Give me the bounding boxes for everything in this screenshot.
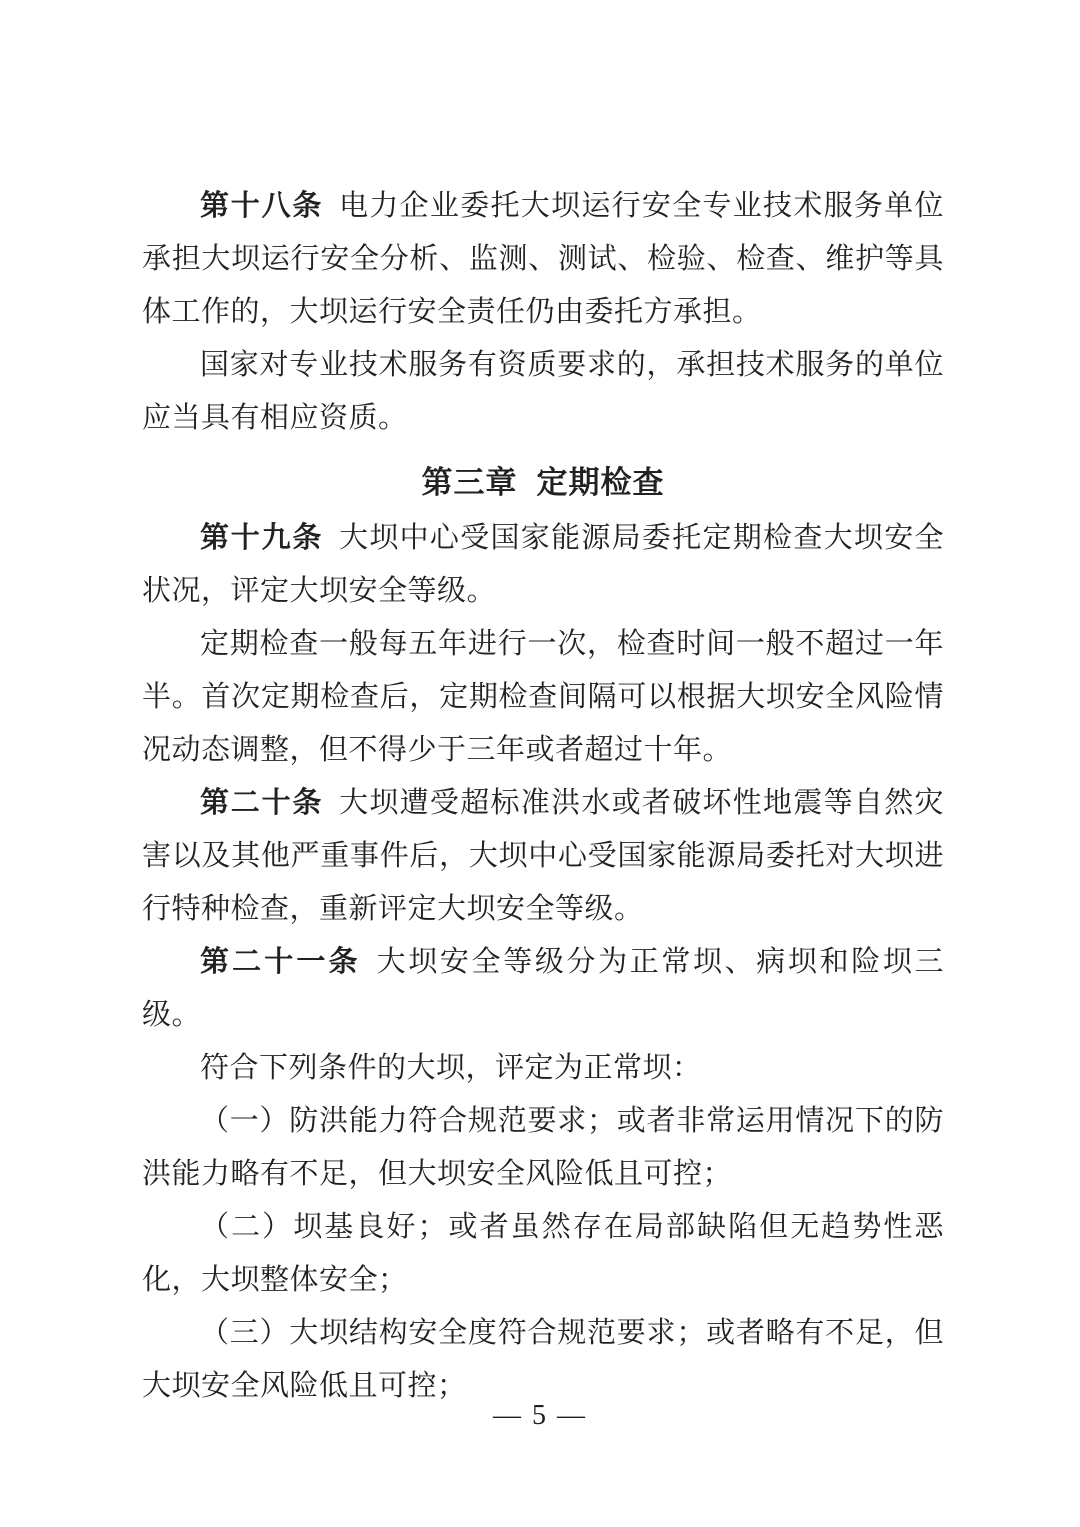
article-number: 第十八条 bbox=[200, 190, 324, 222]
paragraph: （三）大坝结构安全度符合规范要求；或者略有不足，但大坝安全风险低且可控； bbox=[142, 1317, 944, 1402]
page-number: — 5 — bbox=[493, 1400, 587, 1431]
article-number: 第十九条 bbox=[200, 522, 324, 554]
paragraph: 第二十条 大坝遭受超标准洪水或者破坏性地震等自然灾害以及其他严重事件后，大坝中心受国家能源局委托对大坝进行特种检查，重新评定大坝安全等级。 bbox=[142, 787, 944, 925]
paragraph: 定期检查一般每五年进行一次，检查时间一般不超过一年半。首次定期检查后，定期检查间隔可以根据大坝安全风险情况动态调整，但不得少于三年或者超过十年。 bbox=[142, 628, 944, 766]
article-number: 第二十条 bbox=[200, 787, 324, 819]
chapter-heading: 第三章 定期检查 bbox=[421, 465, 665, 500]
paragraph: 第十九条 大坝中心受国家能源局委托定期检查大坝安全状况，评定大坝安全等级。 bbox=[142, 522, 944, 607]
paragraph: （二）坝基良好；或者虽然存在局部缺陷但无趋势性恶化，大坝整体安全； bbox=[142, 1211, 944, 1296]
document-body bbox=[142, 180, 944, 1413]
paragraph: 第二十一条 大坝安全等级分为正常坝、病坝和险坝三级。 bbox=[142, 946, 944, 1031]
paragraph: 符合下列条件的大坝，评定为正常坝： bbox=[200, 1052, 702, 1084]
paragraph: 国家对专业技术服务有资质要求的，承担技术服务的单位应当具有相应资质。 bbox=[142, 349, 944, 434]
paragraph: （一）防洪能力符合规范要求；或者非常运用情况下的防洪能力略有不足，但大坝安全风险低且可控； bbox=[142, 1105, 944, 1190]
article-number: 第二十一条 bbox=[200, 946, 361, 978]
paragraph: 第十八条 电力企业委托大坝运行安全专业技术服务单位承担大坝运行安全分析、监测、测试、检验、检查、维护等具体工作的，大坝运行安全责任仍由委托方承担。 bbox=[142, 190, 944, 328]
